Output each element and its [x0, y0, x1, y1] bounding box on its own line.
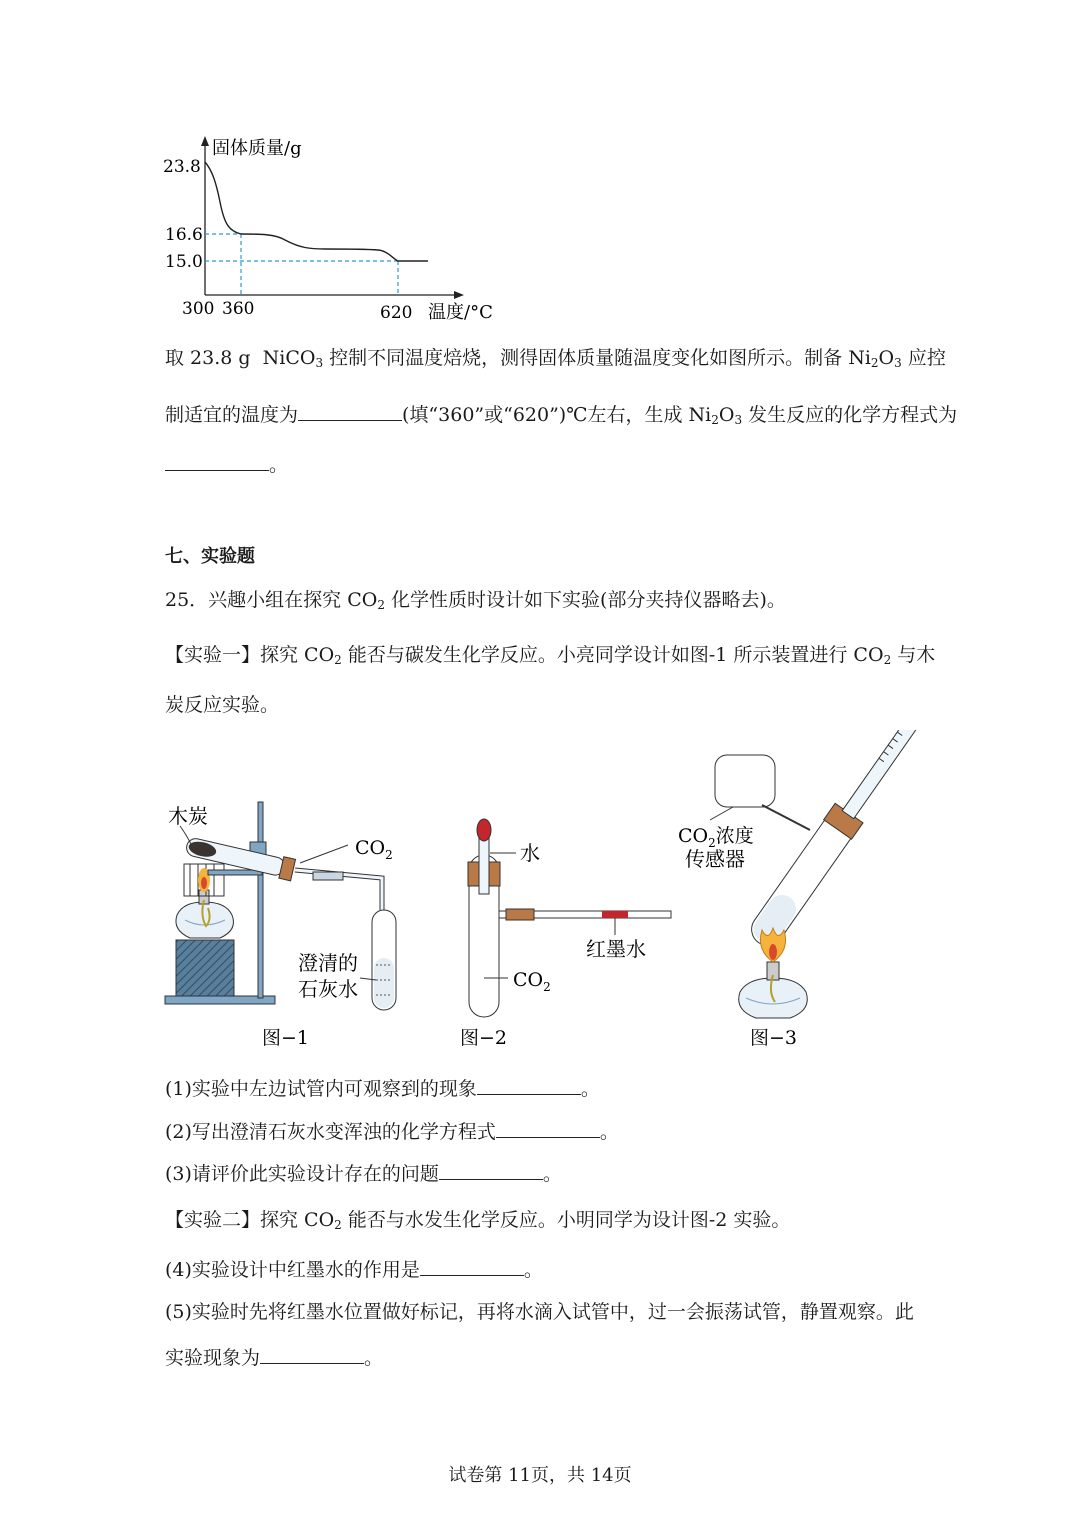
- q25-intro: 25．兴趣小组在探究 $CO_2$ 化学性质时设计如下实验(部分夹持仪器略去)。: [165, 589, 786, 612]
- fig1-wood-block: [176, 940, 234, 996]
- fig1-stand-rod: [258, 802, 263, 998]
- fig2-label-water: 水: [520, 841, 540, 865]
- q25-blank-4[interactable]: [420, 1257, 524, 1276]
- x-tick-300: 300: [182, 299, 215, 319]
- fig1-co2-pointer: [300, 845, 348, 863]
- x-axis-arrow: [454, 291, 464, 299]
- fig1-label-charcoal: 木炭: [168, 804, 208, 828]
- q24-text-c: 控制不同温度焙烧，测得固体质量随温度变化如图所示。制备 Ni: [329, 347, 871, 369]
- q24-line3: 。: [165, 452, 288, 477]
- fig2-label-co2: $CO_2$: [513, 969, 551, 994]
- x-tick-360: 360: [222, 299, 255, 319]
- fig1-caption: 图−1: [262, 1027, 310, 1049]
- figure-2: [460, 819, 671, 1049]
- q24-text-a: 取 23.8 g: [165, 347, 251, 369]
- y-tick-15.0: 15.0: [165, 252, 203, 272]
- mass-temperature-graph: [150, 130, 510, 330]
- q25-sub5-line2: 实验现象为 。: [165, 1347, 384, 1369]
- figure-3: [678, 730, 940, 1049]
- y-tick-16.6: 16.6: [165, 225, 203, 245]
- q25-sub2: (2)写出澄清石灰水变浑浊的化学方程式 。: [165, 1121, 619, 1143]
- q25-blank-3[interactable]: [439, 1161, 543, 1180]
- fig2-label-ink: 红墨水: [586, 937, 646, 961]
- q25-exp1-line1: 【实验一】探究 $CO_2$ 能否与碳发生化学反应。小亮同学设计如图-1 所示装置进行 $CO_2$ 与木: [165, 644, 936, 667]
- fig2-dropper: [479, 838, 489, 894]
- x-axis-label: 温度/°C: [428, 302, 493, 323]
- mass-curve: [205, 162, 428, 261]
- y-axis-arrow: [201, 136, 209, 146]
- fig1-label-co2: $CO_2$: [355, 837, 393, 862]
- q25-sub5-line1: (5)实验时先将红墨水位置做好标记，再将水滴入试管中，过一会振荡试管，静置观察。此: [165, 1301, 914, 1323]
- q25-sub4: (4)实验设计中红墨水的作用是 。: [165, 1259, 543, 1281]
- y-axis-label: 固体质量/g: [212, 138, 302, 159]
- q25-sub1: (1)实验中左边试管内可观察到的现象 。: [165, 1078, 600, 1100]
- fig3-syringe: [842, 730, 919, 819]
- q25-blank-1[interactable]: [477, 1076, 581, 1095]
- fig3-sensor-box: [715, 755, 775, 807]
- q25-blank-5[interactable]: [260, 1345, 364, 1364]
- q24-line1: 取 23.8 g NiCO$_3$ 控制不同温度焙烧，测得固体质量随温度变化如图所示。制备 $Ni_2O_3$ 应控: [165, 347, 946, 370]
- y-tick-23.8: 23.8: [163, 157, 201, 177]
- q24-blank-equation[interactable]: [165, 452, 269, 471]
- x-tick-620: 620: [380, 303, 413, 323]
- section-title: 七、实验题: [165, 546, 255, 567]
- figure-1: [165, 802, 396, 1049]
- fig3-sensor-pointer: [710, 807, 733, 820]
- fig2-caption: 图−2: [460, 1027, 508, 1049]
- q25-exp2: 【实验二】探究 $CO_2$ 能否与水发生化学反应。小明同学为设计图-2 实验。: [165, 1209, 791, 1232]
- q25-blank-2[interactable]: [496, 1119, 600, 1138]
- fig1-charcoal-pointer: [180, 826, 192, 846]
- fig2-red-ink: [602, 911, 628, 918]
- q24-line2: 制适宜的温度为 (填“360”或“620”)℃左右，生成 $Ni_2O_3$ 发生反应的化学方程式为: [165, 404, 958, 427]
- fig3-caption: 图−3: [750, 1027, 798, 1049]
- q24-formula-nico3: NiCO$_3$: [262, 347, 324, 370]
- page-footer: 试卷第 11页，共 14页: [448, 1465, 632, 1486]
- fig1-label-lime2: 石灰水: [298, 977, 358, 1001]
- fig3-label-sensor2: 传感器: [685, 847, 745, 871]
- fig3-label-sensor1: $CO_2$浓度: [678, 825, 754, 850]
- fig3-sensor-cable: [762, 805, 810, 830]
- fig2-dropper-bulb: [477, 819, 491, 841]
- q24-blank-temperature[interactable]: [298, 402, 402, 421]
- q25-sub3: (3)请评价此实验设计存在的问题 。: [165, 1163, 562, 1185]
- fig1-label-lime1: 澄清的: [298, 951, 358, 975]
- apparatus-figures: [150, 730, 940, 1060]
- q25-exp1-line2: 炭反应实验。: [165, 694, 280, 716]
